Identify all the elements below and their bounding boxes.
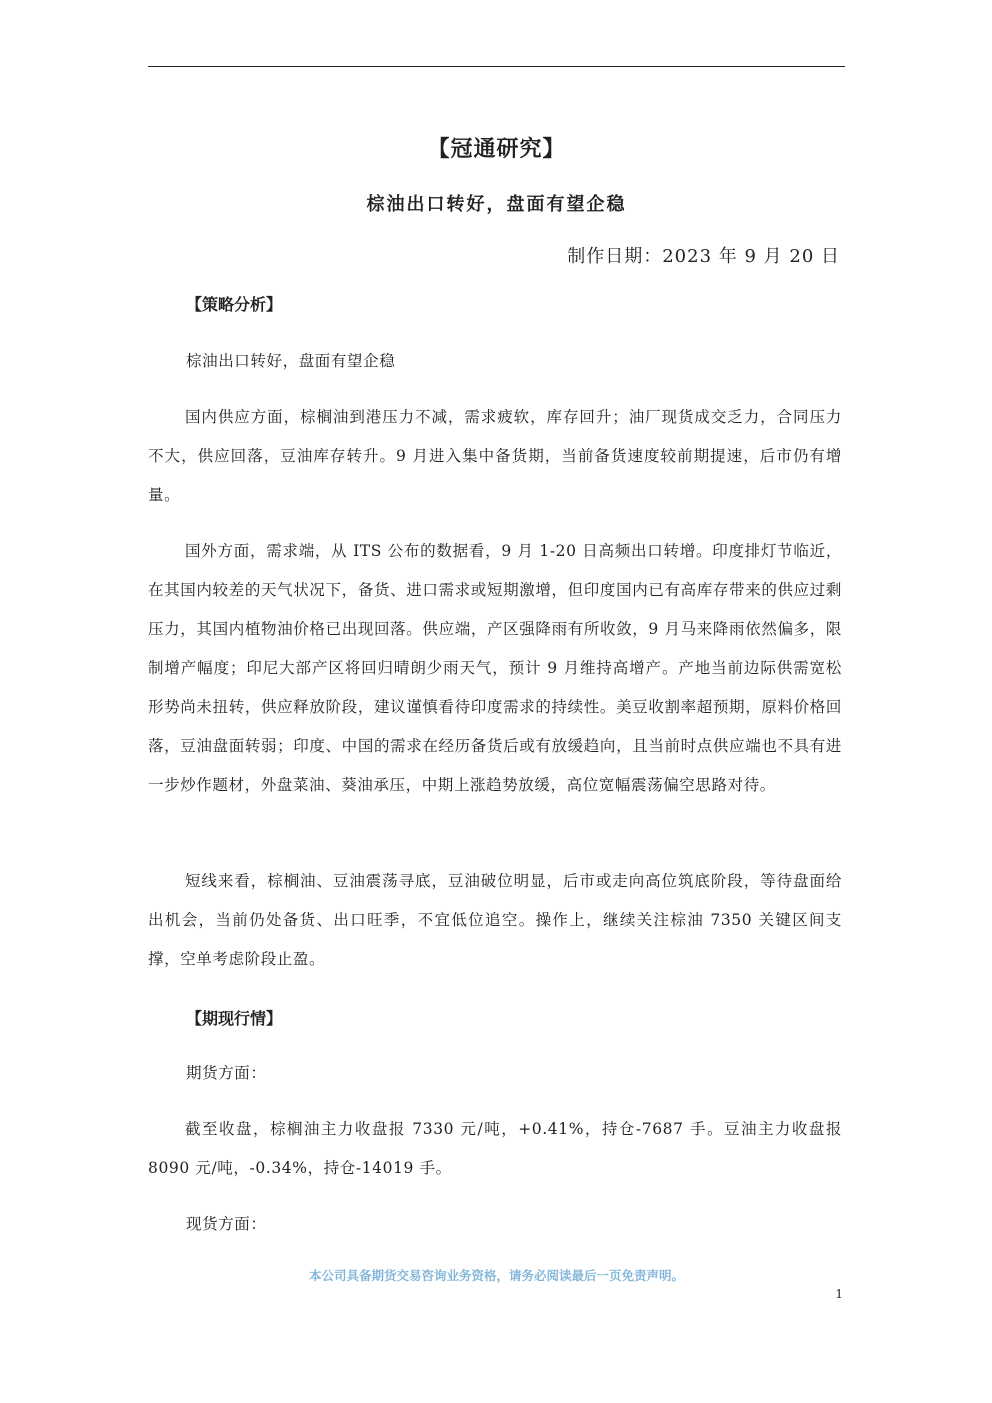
futures-text: 截至收盘，棕榈油主力收盘报 7330 元/吨，+0.41%，持仓-7687 手。豆油主力收盘报 8090 元/吨，-0.34%，持仓-14019 手。 (148, 1120, 842, 1177)
page-number: 1 (835, 1287, 843, 1301)
strategy-summary: 棕油出口转好，盘面有望企稳 (186, 352, 396, 370)
report-date: 制作日期：2023 年 9 月 20 日 (567, 246, 840, 267)
strategy-heading: 【策略分析】 (186, 295, 283, 314)
header-rule (148, 66, 845, 67)
futures-label: 期货方面： (186, 1064, 267, 1082)
report-title: 棕油出口转好，盘面有望企稳 (366, 194, 627, 215)
market-heading: 【期现行情】 (186, 1009, 283, 1028)
brand-title: 【冠通研究】 (427, 136, 566, 162)
strategy-paragraph-short-term: 短线来看，棕榈油、豆油震荡寻底，豆油破位明显，后市或走向高位筑底阶段，等待盘面给出机会，当前仍处备货、出口旺季，不宜低位追空。操作上，继续关注棕油 7350 关键区间支撑，空单考虑阶段止盈。 (148, 872, 842, 968)
footer-disclaimer: 本公司具备期货交易咨询业务资格，请务必阅读最后一页免责声明。 (308, 1268, 684, 1283)
strategy-paragraph-overseas: 国外方面，需求端，从 ITS 公布的数据看，9 月 1-20 日高频出口转增。印度排灯节临近，在其国内较差的天气状况下，备货、进口需求或短期激增，但印度国内已有高库存带来的供应过剩压力，其国内植物油价格已出现回落。供应端，产区强降雨有所收敛，9 月马来降雨依然偏多，限制增产幅度；印尼大部产区将回归晴朗少雨天气，预计 9 月维持高增产。产地当前边际供需宽松形势尚未扭转，供应释放阶段，建议谨慎看待印度需求的持续性。美豆收割率超预期，原料价格回落，豆油盘面转弱；印度、中国的需求在经历备货后或有放缓趋向，且当前时点供应端也不具有进一步炒作题材，外盘菜油、葵油承压，中期上涨趋势放缓，高位宽幅震荡偏空思路对待。 (148, 542, 842, 794)
strategy-paragraph-domestic: 国内供应方面，棕榈油到港压力不减，需求疲软，库存回升；油厂现货成交乏力，合同压力不大，供应回落，豆油库存转升。9 月进入集中备货期，当前备货速度较前期提速，后市仍有增量。 (148, 408, 842, 504)
spot-label: 现货方面： (186, 1215, 267, 1233)
